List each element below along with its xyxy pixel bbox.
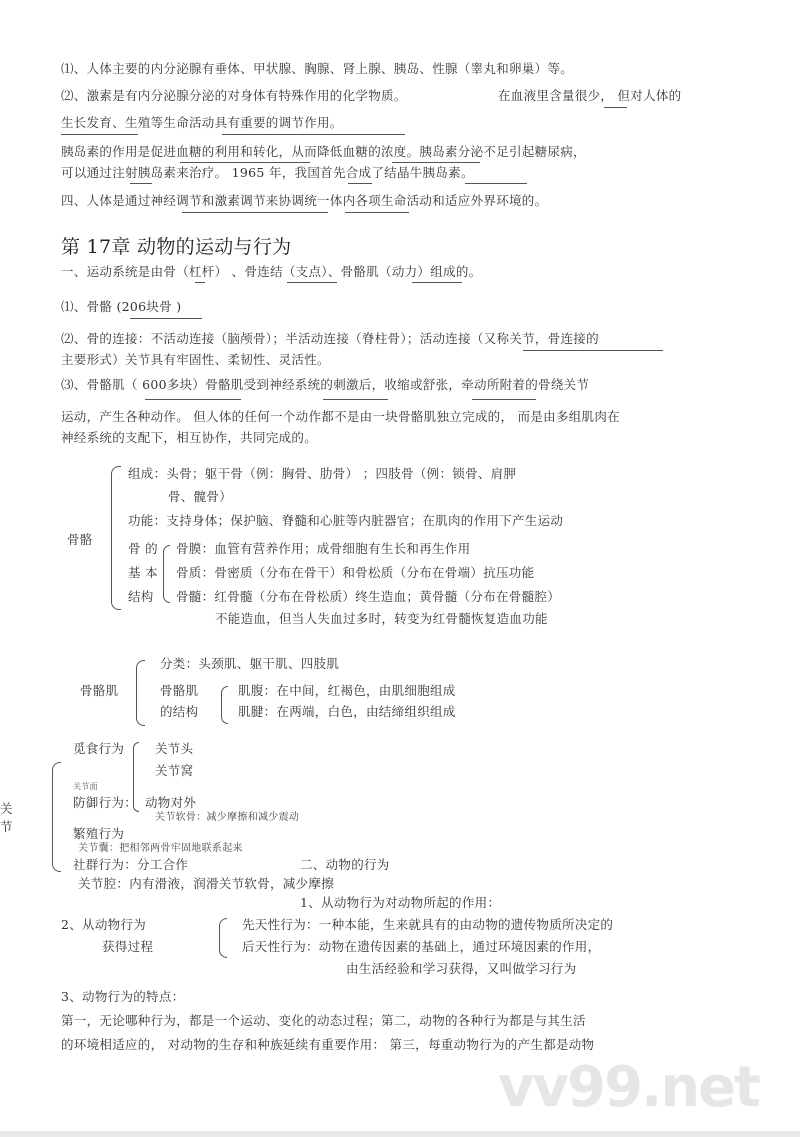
brace: [111, 466, 121, 610]
underline: [412, 282, 462, 283]
underline: [287, 282, 337, 283]
text-line: 主要形式）关节具有牢固性、柔韧性、灵活性。: [61, 352, 330, 367]
text-line: 可以通过注射胰岛素来治疗。 1965 年，我国首先合成了结晶牛胰岛素。: [61, 165, 474, 180]
underline: [345, 212, 409, 213]
text-line: ⑴、人体主要的内分泌腺有垂体、甲状腺、胸腺、肾上腺、胰岛、性腺（睾丸和卵巢）等。: [61, 61, 574, 76]
underline: [195, 282, 205, 283]
text-line: 二、动物的行为: [300, 857, 390, 872]
text-line: 关节面: [73, 782, 98, 791]
text-line: ⑵、激素是有内分泌腺分泌的对身体有特殊作用的化学物质。: [61, 88, 407, 103]
underline: [130, 318, 202, 319]
text-line: 关节腔：内有滑液，润滑关节软骨，减少摩擦: [78, 876, 335, 891]
text-line: 不能造血，但当人失血过多时，转变为红骨髓恢复造血功能: [215, 611, 548, 626]
text-line: 社群行为：分工合作: [73, 857, 189, 872]
page-bottom-edge: [0, 1131, 800, 1137]
text-line: 的结构: [160, 704, 199, 719]
underline: [523, 350, 663, 351]
text-line: 关节软骨：减少摩擦和减少震动: [155, 812, 300, 823]
underline: [222, 134, 405, 135]
text-line: 肌腱：在两端，白色，由结缔组织组成: [238, 704, 456, 719]
text-line: 分类：头颈肌、躯干肌、四肢肌: [160, 656, 340, 671]
brace: [221, 686, 228, 724]
text-line: 组成：头骨；躯干骨（例：胸骨、肋骨） ；四肢骨（例：锁骨、肩胛: [128, 466, 517, 481]
text-line: 骨髓：红骨髓（分布在骨松质）终生造血；黄骨髓（分布在骨髓腔）: [176, 589, 561, 604]
text-line: 骨 的: [128, 541, 158, 556]
underline: [182, 212, 328, 213]
text-line: 1、从动物行为对动物所起的作用：: [300, 895, 501, 910]
underline: [115, 134, 138, 135]
underline: [348, 183, 372, 184]
text-line: 觅食行为: [73, 741, 125, 756]
text-line: 繁殖行为: [73, 826, 125, 841]
underline: [145, 399, 241, 400]
text-line: 基 本: [128, 565, 158, 580]
text-line: 在血液里含量很少， 但对人体的: [498, 88, 682, 103]
text-line: ⑴、骨骼 (206块骨 ): [61, 299, 182, 314]
text-line: 2、从动物行为: [61, 917, 147, 932]
text-line: 的环境相适应的， 对动物的生存和种族延续有重要作用： 第三，每重动物行为的产生都是动物: [61, 1037, 595, 1052]
text-line: 神经系统的支配下，相互协作，共同完成的。: [61, 430, 318, 445]
text-line: 3、动物行为的特点：: [61, 989, 185, 1004]
text-line: 获得过程: [102, 939, 154, 954]
text-line: 功能：支持身体；保护脑、脊髓和心脏等内脏器官；在肌肉的作用下产生运动: [128, 513, 564, 528]
text-line: 由生活经验和学习获得，又叫做学习行为: [346, 961, 577, 976]
underline: [465, 183, 527, 184]
text-line: 骨质：骨密质（分布在骨干）和骨松质（分布在骨端）抗压功能: [176, 565, 535, 580]
text-line: 结构: [128, 589, 154, 604]
text-line: 后天性行为：动物在遗传因素的基础上，通过环境因素的作用，: [242, 939, 601, 954]
text-line: 骨、髋骨）: [168, 489, 233, 504]
side-text: 节: [0, 819, 13, 834]
text-line: ⑵、骨的连接：不活动连接（脑颅骨）；半活动连接（脊柱骨）；活动连接（又称关节，骨连接的: [61, 331, 599, 346]
brace: [163, 545, 170, 603]
text-line: 一、运动系统是由骨（杠杆） 、骨连结（支点）、骨骼肌（动力）组成的。: [61, 264, 482, 279]
text-line: 先天性行为：一种本能，生来就具有的由动物的遗传物质所决定的: [242, 917, 614, 932]
text-line: 肌腹：在中间，红褐色，由肌细胞组成: [238, 683, 456, 698]
underline: [604, 107, 627, 108]
underline: [130, 183, 152, 184]
text-line: 骨膜：血管有营养作用；成骨细胞有生长和再生作用: [176, 541, 471, 556]
watermark: vv99.net: [498, 1055, 759, 1120]
side-text: 关: [0, 801, 13, 816]
text-line: 生长发育、生殖等生命活动具有重要的调节作用。: [61, 115, 343, 130]
text-line: 防御行为：: [73, 795, 138, 810]
text-line: 关节头: [155, 741, 194, 756]
underline: [61, 134, 123, 135]
text-line: 关节囊：把相邻两骨牢固地联系起来: [78, 843, 243, 854]
underline: [180, 162, 310, 163]
skeleton-label: 骨骼: [67, 532, 93, 547]
chapter-title: 第 17章 动物的运动与行为: [61, 236, 292, 258]
text-line: 胰岛素的作用是促进血糖的利用和转化，从而降低血糖的浓度。胰岛素分泌不足引起糖尿病，: [61, 144, 586, 159]
muscle-label: 骨骼肌: [80, 683, 119, 698]
text-line: 动物对外: [145, 795, 197, 810]
brace: [136, 660, 145, 726]
underline: [472, 399, 536, 400]
brace: [52, 762, 61, 872]
text-line: 运动，产生各种动作。 但人体的任何一个动作都不是由一块骨骼肌独立完成的， 而是由多组肌肉在: [61, 409, 620, 424]
text-line: 四、人体是通过神经调节和激素调节来协调统一体内各项生命活动和适应外界环境的。: [61, 193, 548, 208]
text-line: 骨骼肌: [160, 683, 199, 698]
underline: [323, 399, 388, 400]
text-line: 关节窝: [155, 763, 194, 778]
text-line: 第一，无论哪种行为，都是一个运动、变化的动态过程；第二，动物的各种行为都是与其生活: [61, 1013, 586, 1028]
underline: [392, 162, 480, 163]
brace: [219, 918, 227, 958]
text-line: ⑶、骨骼肌（ 600多块）骨骼肌受到神经系统的刺激后，收缩或舒张，牵动所附着的骨绕关节: [61, 377, 590, 392]
